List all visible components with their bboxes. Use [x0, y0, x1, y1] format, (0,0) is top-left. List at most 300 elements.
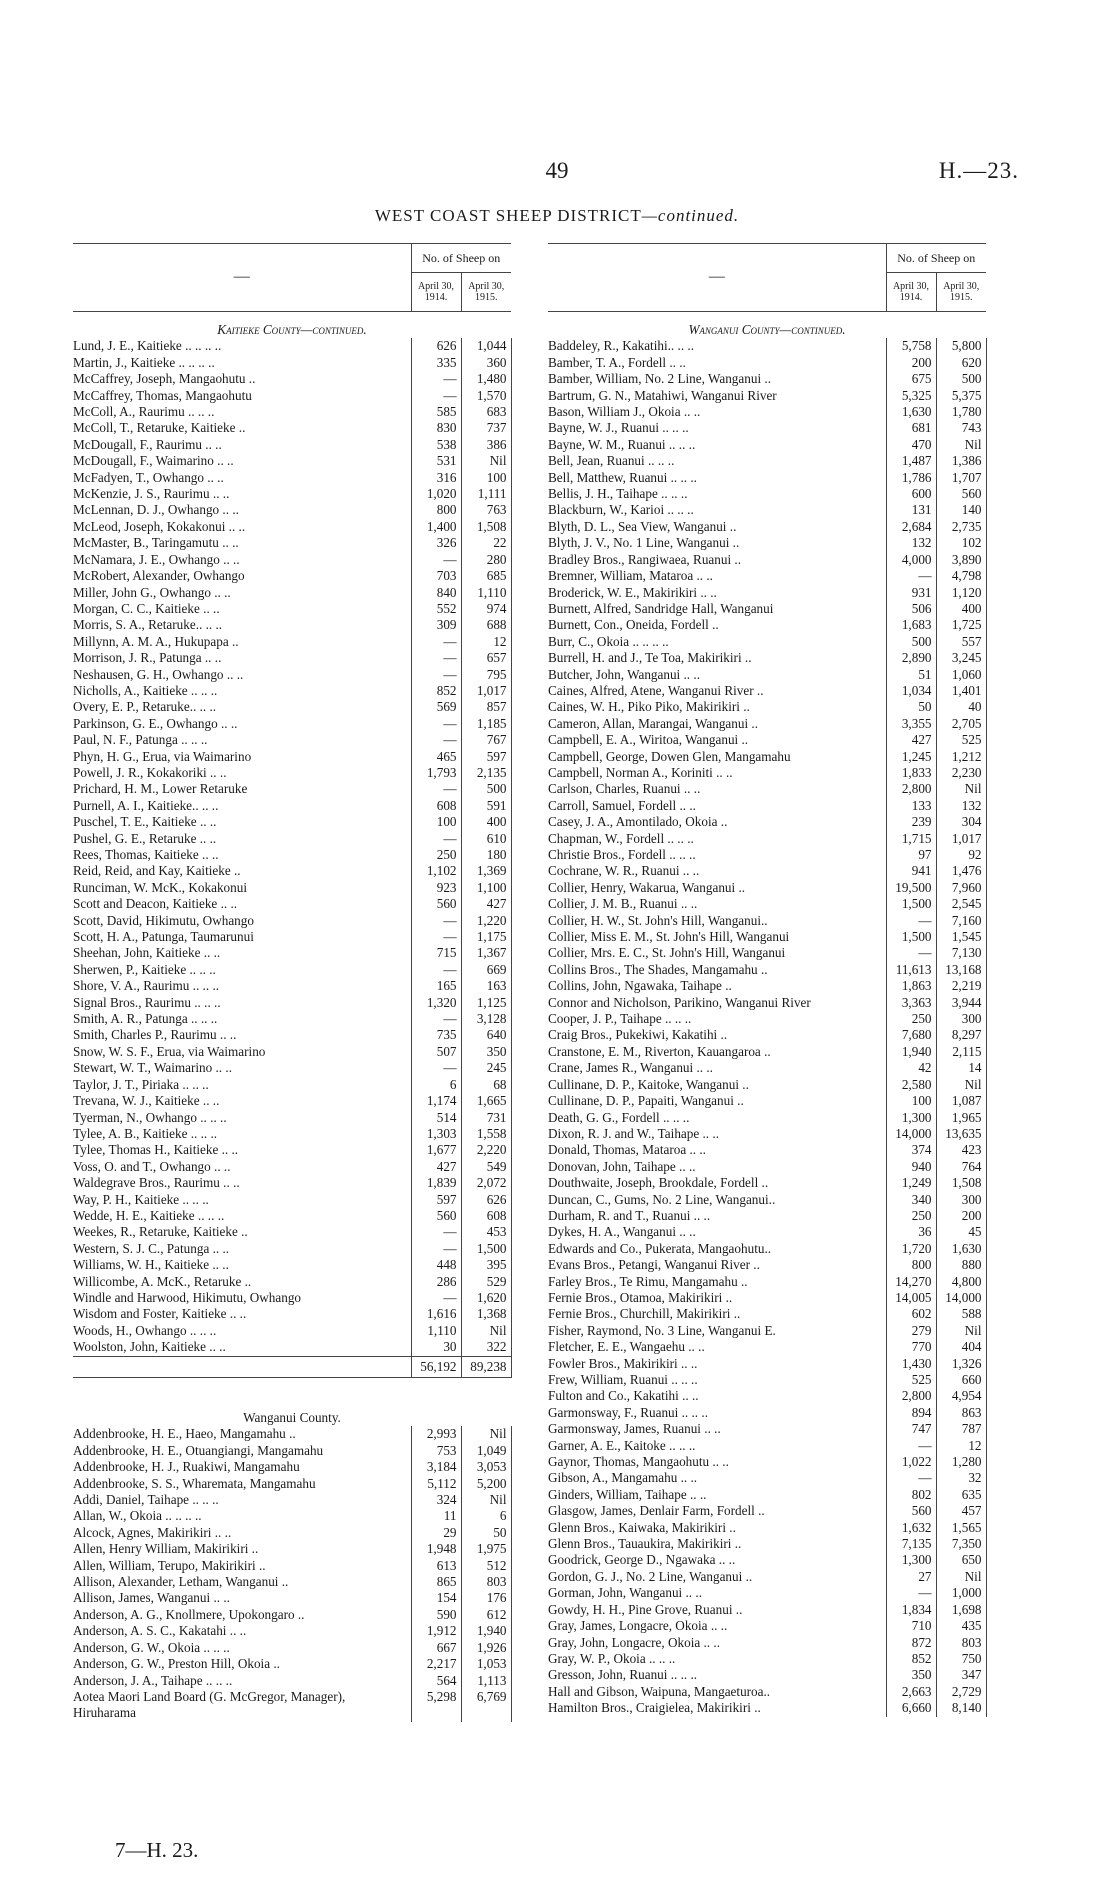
owner-name: Allison, James, Wanganui .. .. [73, 1590, 230, 1606]
owner-name: Weekes, R., Retaruke, Kaitieke .. [73, 1224, 248, 1240]
owner-name: Voss, O. and T., Owhango .. .. [73, 1158, 231, 1174]
table-row [73, 486, 511, 502]
sheep-1914: — [411, 1241, 461, 1257]
sheep-1915: 322 [461, 1339, 511, 1356]
owner-name: Garner, A. E., Kaitoke .. .. .. [548, 1437, 696, 1453]
table-row [73, 749, 511, 765]
owner-name: Scott and Deacon, Kaitieke .. .. [73, 896, 238, 912]
sheep-1915: 620 [936, 355, 986, 371]
sheep-1914: 42 [886, 1060, 936, 1076]
owner-name: Trevana, W. J., Kaitieke .. .. [73, 1093, 220, 1109]
sheep-1915: Nil [461, 453, 511, 469]
sheep-1915: 423 [936, 1142, 986, 1158]
table-row [548, 1356, 986, 1372]
sheep-1914: 525 [886, 1372, 936, 1388]
table-row [73, 1492, 511, 1508]
table-row [548, 552, 986, 568]
owner-name: Bellis, J. H., Taihape .. .. .. [548, 486, 688, 502]
sheep-1915: 1,698 [936, 1602, 986, 1618]
owner-name: Neshausen, G. H., Owhango .. .. [73, 666, 244, 682]
sheep-1914: 165 [411, 978, 461, 994]
sheep-1914: 753 [411, 1443, 461, 1459]
table-row [73, 1525, 511, 1541]
sheep-1914: 132 [886, 535, 936, 551]
table-row [73, 1459, 511, 1475]
sheep-1915: 3,245 [936, 650, 986, 666]
sheep-1914: — [886, 945, 936, 961]
owner-name: Addenbrooke, H. E., Haeo, Mangamahu .. [73, 1426, 296, 1442]
table-row [548, 1142, 986, 1158]
owner-name: Campbell, E. A., Wiritoa, Wanganui .. [548, 732, 749, 748]
sheep-1914: 1,863 [886, 978, 936, 994]
sheep-1915: 1,665 [461, 1093, 511, 1109]
owner-name: Blyth, J. V., No. 1 Line, Wanganui .. [548, 535, 740, 551]
sheep-1915: 1,113 [461, 1673, 511, 1689]
sheep-1915: 683 [461, 404, 511, 420]
table-row [548, 962, 986, 978]
sheep-1914: — [411, 1060, 461, 1076]
sheep-1915: 453 [461, 1224, 511, 1240]
owner-name: Glenn Bros., Kaiwaka, Makirikiri .. [548, 1519, 736, 1535]
owner-name: Anderson, J. A., Taihape .. .. .. [73, 1672, 233, 1688]
table-row [73, 880, 511, 896]
table-row [73, 1192, 511, 1208]
sheep-1914: 931 [886, 585, 936, 601]
table-row [548, 880, 986, 896]
year-1915-header: April 30, 1915. [936, 273, 986, 312]
sheep-1914: 894 [886, 1405, 936, 1421]
table-row [73, 765, 511, 781]
sheep-1915: Nil [936, 781, 986, 797]
sheep-1915: 2,135 [461, 765, 511, 781]
table-row [548, 1093, 986, 1109]
table-row [73, 1027, 511, 1043]
sheep-1914: 800 [411, 502, 461, 518]
table-row [548, 470, 986, 486]
owner-name: Stewart, W. T., Waimarino .. .. [73, 1060, 232, 1076]
table-row [73, 371, 511, 387]
sheep-1914: 335 [411, 355, 461, 371]
owner-name: Craig Bros., Pukekiwi, Kakatihi .. [548, 1027, 728, 1043]
sheep-1914: 250 [886, 1011, 936, 1027]
sheep-1915: 974 [461, 601, 511, 617]
sheep-1914: 675 [886, 371, 936, 387]
owner-name: Bell, Jean, Ruanui .. .. .. [548, 453, 675, 469]
sheep-1914: 374 [886, 1142, 936, 1158]
owner-name: Death, G. G., Fordell .. .. .. [548, 1109, 690, 1125]
owner-name: Gorman, John, Wanganui .. .. [548, 1585, 702, 1601]
table-row [548, 1421, 986, 1437]
sheep-1914: 2,580 [886, 1077, 936, 1093]
sheep-1915: 1,620 [461, 1290, 511, 1306]
owner-name: Campbell, George, Dowen Glen, Mangamahu [548, 748, 791, 764]
sheep-1915: 657 [461, 650, 511, 666]
sheep-1915: 608 [461, 1208, 511, 1224]
sheep-1915: 1,630 [936, 1241, 986, 1257]
sheep-1914: 585 [411, 404, 461, 420]
sheep-1914: 51 [886, 667, 936, 683]
sheep-1915: 1,100 [461, 880, 511, 896]
sheep-1915: 1,185 [461, 716, 511, 732]
table-row [548, 1208, 986, 1224]
table-row [548, 1684, 986, 1700]
owner-name: Ginders, William, Taihape .. .. [548, 1486, 707, 1502]
sheep-1914: 800 [886, 1257, 936, 1273]
sheep-1914: 1,249 [886, 1175, 936, 1191]
owner-name: Alcock, Agnes, Makirikiri .. .. [73, 1524, 232, 1540]
table-row [548, 1602, 986, 1618]
sheep-1914: — [411, 781, 461, 797]
sheep-1915: 767 [461, 732, 511, 748]
owner-name: Collier, Mrs. E. C., St. John's Hill, Wanganui [548, 945, 786, 961]
sheep-1914: 865 [411, 1574, 461, 1590]
table-row [548, 1306, 986, 1322]
owner-name: Cullinane, D. P., Papaiti, Wanganui .. [548, 1093, 744, 1109]
table-row [548, 1635, 986, 1651]
owner-name: Goodrick, George D., Ngawaka .. .. [548, 1552, 736, 1568]
sheep-1915: 1,049 [461, 1443, 511, 1459]
name-column-header: — [73, 244, 411, 312]
sheep-1915: 795 [461, 667, 511, 683]
table-row [548, 716, 986, 732]
sheep-1915: 1,017 [461, 683, 511, 699]
section-heading-text: Wanganui County. [243, 1410, 341, 1425]
sheep-1915: 1,125 [461, 995, 511, 1011]
owner-name: Glasgow, James, Denlair Farm, Fordell .. [548, 1503, 765, 1519]
sheep-1915: 300 [936, 1011, 986, 1027]
sheep-1914: 1,683 [886, 617, 936, 633]
owner-name: Burr, C., Okoia .. .. .. .. [548, 633, 669, 649]
sheep-1914: 1,677 [411, 1142, 461, 1158]
sheep-1914: 448 [411, 1257, 461, 1273]
sheep-1914: 11 [411, 1508, 461, 1524]
table-row [73, 1224, 511, 1240]
sheep-1914: 5,758 [886, 338, 936, 354]
sheep-1914: 1,948 [411, 1541, 461, 1557]
sheep-1915: 2,230 [936, 765, 986, 781]
table-row [73, 453, 511, 469]
sheep-1915: 743 [936, 420, 986, 436]
sheep-1915: 200 [936, 1208, 986, 1224]
table-row [548, 1323, 986, 1339]
table-row [548, 519, 986, 535]
sheep-1915: 7,350 [936, 1536, 986, 1552]
owner-name: Windle and Harwood, Hikimutu, Owhango [73, 1289, 302, 1305]
sheep-1915: 750 [936, 1651, 986, 1667]
sheep-1914: 1,320 [411, 995, 461, 1011]
sheep-1915: 1,965 [936, 1110, 986, 1126]
sheep-1914: — [886, 913, 936, 929]
table-row [73, 1508, 511, 1524]
owner-name: Signal Bros., Raurimu .. .. .. [73, 994, 221, 1010]
owner-name: Fernie Bros., Churchill, Makirikiri .. [548, 1306, 741, 1322]
sheep-1915: 6 [461, 1508, 511, 1524]
sheep-1915: 597 [461, 749, 511, 765]
sheep-1914: 30 [411, 1339, 461, 1356]
sheep-1914: 1,630 [886, 404, 936, 420]
sheep-1915: 92 [936, 847, 986, 863]
sheep-1914: 36 [886, 1224, 936, 1240]
sheep-1914: 97 [886, 847, 936, 863]
owner-name: Addi, Daniel, Taihape .. .. .. [73, 1492, 219, 1508]
owner-name: Hall and Gibson, Waipuna, Mangaeturoa.. [548, 1683, 771, 1699]
owner-name: Hamilton Bros., Craigielea, Makirikiri .. [548, 1700, 761, 1716]
sheep-1915: 300 [936, 1192, 986, 1208]
sheep-1914: 11,613 [886, 962, 936, 978]
table-row [548, 814, 986, 830]
owner-name: McNamara, J. E., Owhango .. .. [73, 551, 240, 567]
sheep-1915: 500 [461, 781, 511, 797]
spacer-cell [73, 1378, 511, 1409]
owner-name: Addenbrooke, H. J., Ruakiwi, Mangamahu [73, 1459, 300, 1475]
sheep-1914: 569 [411, 699, 461, 715]
owner-name: Douthwaite, Joseph, Brookdale, Fordell .. [548, 1175, 769, 1191]
owner-name: Gowdy, H. H., Pine Grove, Ruanui .. [548, 1601, 743, 1617]
owner-name: Sheehan, John, Kaitieke .. .. [73, 945, 221, 961]
table-row [548, 1159, 986, 1175]
table-row [548, 1224, 986, 1240]
sheep-1915: 400 [461, 814, 511, 830]
owner-name: Aotea Maori Land Board (G. McGregor, Manager), Hiruharama [73, 1688, 346, 1721]
sheep-1915: 880 [936, 1257, 986, 1273]
sheep-1914: 1,300 [886, 1552, 936, 1568]
sheep-1914: 560 [886, 1503, 936, 1519]
sheep-1914: 923 [411, 880, 461, 896]
sheep-1914: 250 [886, 1208, 936, 1224]
sheep-1915: 45 [936, 1224, 986, 1240]
sheep-1914: 564 [411, 1673, 461, 1689]
sheep-1914: 465 [411, 749, 461, 765]
section-heading-text: Kaitieke County—continued. [217, 322, 367, 337]
sheep-1914: 1,300 [886, 1110, 936, 1126]
sheep-1915: 1,368 [461, 1306, 511, 1322]
sheep-1914: 1,022 [886, 1454, 936, 1470]
sheep-1915: 1,044 [461, 338, 511, 354]
sheep-1914: 7,680 [886, 1027, 936, 1043]
sheep-1915: Nil [936, 1077, 986, 1093]
sheep-1914: 427 [411, 1159, 461, 1175]
sheep-1915: 1,780 [936, 404, 986, 420]
sheep-1914: — [411, 716, 461, 732]
table-row [73, 1623, 511, 1639]
table-row [73, 929, 511, 945]
sheep-1914: 538 [411, 437, 461, 453]
sheep-1914: 1,720 [886, 1241, 936, 1257]
sheep-1915: 1,017 [936, 831, 986, 847]
sheep-1915: 1,053 [461, 1656, 511, 1672]
table-row [548, 1470, 986, 1486]
sheep-1914: 133 [886, 798, 936, 814]
sheep-1914: — [886, 1438, 936, 1454]
sheep-1914: 4,000 [886, 552, 936, 568]
sheep-1914: — [411, 929, 461, 945]
owner-name: Phyn, H. G., Erua, via Waimarino [73, 748, 252, 764]
sheep-1915: 1,367 [461, 945, 511, 961]
owner-name: Scott, H. A., Patunga, Taumarunui [73, 929, 254, 945]
owner-name: Anderson, A. S. C., Kakatahi .. .. [73, 1623, 247, 1639]
table-row [73, 1607, 511, 1623]
table-row [548, 699, 986, 715]
table-row [548, 1618, 986, 1634]
sheep-1914: 14,270 [886, 1274, 936, 1290]
owner-name: Smith, A. R., Patunga .. .. .. [73, 1011, 218, 1027]
table-row [548, 863, 986, 879]
sheep-1915: 2,072 [461, 1175, 511, 1191]
table-row [73, 814, 511, 830]
sheep-1914: — [411, 913, 461, 929]
sheep-1914: 1,786 [886, 470, 936, 486]
sheep-1915: 280 [461, 552, 511, 568]
sheep-1914: — [411, 552, 461, 568]
sheep-1914: 1,912 [411, 1623, 461, 1639]
sheep-1914: 552 [411, 601, 461, 617]
sheep-1914: — [411, 371, 461, 387]
sheep-1914: — [886, 1585, 936, 1601]
sheep-1914: 590 [411, 1607, 461, 1623]
spacer-row [73, 1378, 511, 1409]
sheep-1914: 239 [886, 814, 936, 830]
sheep-1915: 3,128 [461, 1011, 511, 1027]
sheep-1914: 602 [886, 1306, 936, 1322]
sheep-1915: 360 [461, 355, 511, 371]
table-row [548, 1192, 986, 1208]
table-row [73, 1656, 511, 1672]
sheep-1914: 279 [886, 1323, 936, 1339]
table-row [548, 1372, 986, 1388]
sheep-1915: 591 [461, 798, 511, 814]
sheep-1915: 3,053 [461, 1459, 511, 1475]
sheep-1914: 1,839 [411, 1175, 461, 1191]
sheep-1914: 941 [886, 863, 936, 879]
sheep-1915: 1,087 [936, 1093, 986, 1109]
sheep-1914: 5,298 [411, 1689, 461, 1722]
sheep-1914: 626 [411, 338, 461, 354]
table-row [548, 1077, 986, 1093]
sheep-1915: 5,375 [936, 388, 986, 404]
owner-name: McKenzie, J. S., Raurimu .. .. [73, 486, 230, 502]
owner-name: Glenn Bros., Tauaukira, Makirikiri .. [548, 1536, 742, 1552]
table-row [73, 781, 511, 797]
table-row [548, 1520, 986, 1536]
owner-name: McCaffrey, Thomas, Mangaohutu [73, 387, 252, 403]
sheep-1915: 100 [461, 470, 511, 486]
name-column-header: — [548, 244, 886, 312]
sheep-1915: 457 [936, 1503, 986, 1519]
sheep-1914: 531 [411, 453, 461, 469]
owner-name: Smith, Charles P., Raurimu .. .. [73, 1027, 237, 1043]
sheep-1915: 650 [936, 1552, 986, 1568]
table-row [548, 667, 986, 683]
sheep-1915: 1,975 [461, 1541, 511, 1557]
table-row [548, 781, 986, 797]
sheep-1915: 2,705 [936, 716, 986, 732]
sheep-1915: 304 [936, 814, 986, 830]
owner-name: Taylor, J. T., Piriaka .. .. .. [73, 1076, 209, 1092]
table-row [73, 1126, 511, 1142]
sheep-1914: 1,020 [411, 486, 461, 502]
table-row [548, 1175, 986, 1191]
owner-name: Gray, James, Longacre, Okoia .. .. [548, 1618, 728, 1634]
table-row [73, 1426, 511, 1442]
owner-name: Millynn, A. M. A., Hukupapa .. [73, 633, 239, 649]
table-row [548, 338, 986, 354]
table-row [73, 913, 511, 929]
table-row [73, 535, 511, 551]
owner-name: Collins, John, Ngawaka, Taihape .. [548, 978, 732, 994]
owner-name: Runciman, W. McK., Kokakonui [73, 879, 247, 895]
table-row [548, 1290, 986, 1306]
spacer-cell [73, 312, 511, 321]
sheep-1915: 6,769 [461, 1689, 511, 1722]
sheep-1914: 286 [411, 1274, 461, 1290]
sheep-1914: 1,102 [411, 863, 461, 879]
owner-name: Fernie Bros., Otamoa, Makirikiri .. [548, 1289, 733, 1305]
sheep-1915: 102 [936, 535, 986, 551]
sheep-1915: 32 [936, 1470, 986, 1486]
sheep-1915: 763 [461, 502, 511, 518]
sheep-1915: 2,729 [936, 1684, 986, 1700]
table-row [548, 1405, 986, 1421]
sheep-1914: 29 [411, 1525, 461, 1541]
owner-name: McDougall, F., Waimarino .. .. [73, 453, 234, 469]
table-row [548, 502, 986, 518]
sheep-1914: 507 [411, 1044, 461, 1060]
sheep-1915: 5,800 [936, 338, 986, 354]
sheep-1915: 22 [461, 535, 511, 551]
table-row [73, 1558, 511, 1574]
sheep-1915: 512 [461, 1558, 511, 1574]
owner-name: McLennan, D. J., Owhango .. .. [73, 502, 239, 518]
table-row [548, 420, 986, 436]
section-heading [73, 1408, 511, 1426]
table-row [548, 1487, 986, 1503]
owner-name: Tyerman, N., Owhango .. .. .. [73, 1109, 227, 1125]
table-row [73, 699, 511, 715]
table-row [73, 388, 511, 404]
sheep-1914: 830 [411, 420, 461, 436]
sheep-1915: 1,326 [936, 1356, 986, 1372]
sheep-1915: 1,707 [936, 470, 986, 486]
table-row [548, 1536, 986, 1552]
owner-name: Woolston, John, Kaitieke .. .. [73, 1339, 226, 1355]
report-code: H.—23. [938, 158, 1019, 183]
sheep-1914: 2,890 [886, 650, 936, 666]
sheep-1915: 1,725 [936, 617, 986, 633]
sheep-1915: 612 [461, 1607, 511, 1623]
table-row [73, 1077, 511, 1093]
table-row [73, 962, 511, 978]
owner-name: Burnett, Alfred, Sandridge Hall, Wanganui [548, 600, 774, 616]
owner-name: Carroll, Samuel, Fordell .. .. [548, 797, 696, 813]
table-row [73, 437, 511, 453]
table-row [548, 1110, 986, 1126]
sheep-1914: 3,355 [886, 716, 936, 732]
owner-name: Blyth, D. L., Sea View, Wanganui .. [548, 518, 737, 534]
sheep-1914: 506 [886, 601, 936, 617]
sheep-1915: 12 [936, 1438, 986, 1454]
owner-name: Chapman, W., Fordell .. .. .. [548, 830, 694, 846]
owner-name: Reid, Reid, and Kay, Kaitieke .. [73, 863, 241, 879]
owner-name: Collier, J. M. B., Ruanui .. .. [548, 896, 698, 912]
sheep-1915: 1,565 [936, 1520, 986, 1536]
sheep-1915: Nil [936, 1569, 986, 1585]
owner-name: Cochrane, W. R., Ruanui .. .. [548, 863, 700, 879]
sheep-1914: — [411, 962, 461, 978]
sheep-1915: 863 [936, 1405, 986, 1421]
sheep-1914: 200 [886, 355, 936, 371]
owner-name: Bell, Matthew, Ruanui .. .. .. [548, 469, 697, 485]
sheep-1915: 1,175 [461, 929, 511, 945]
